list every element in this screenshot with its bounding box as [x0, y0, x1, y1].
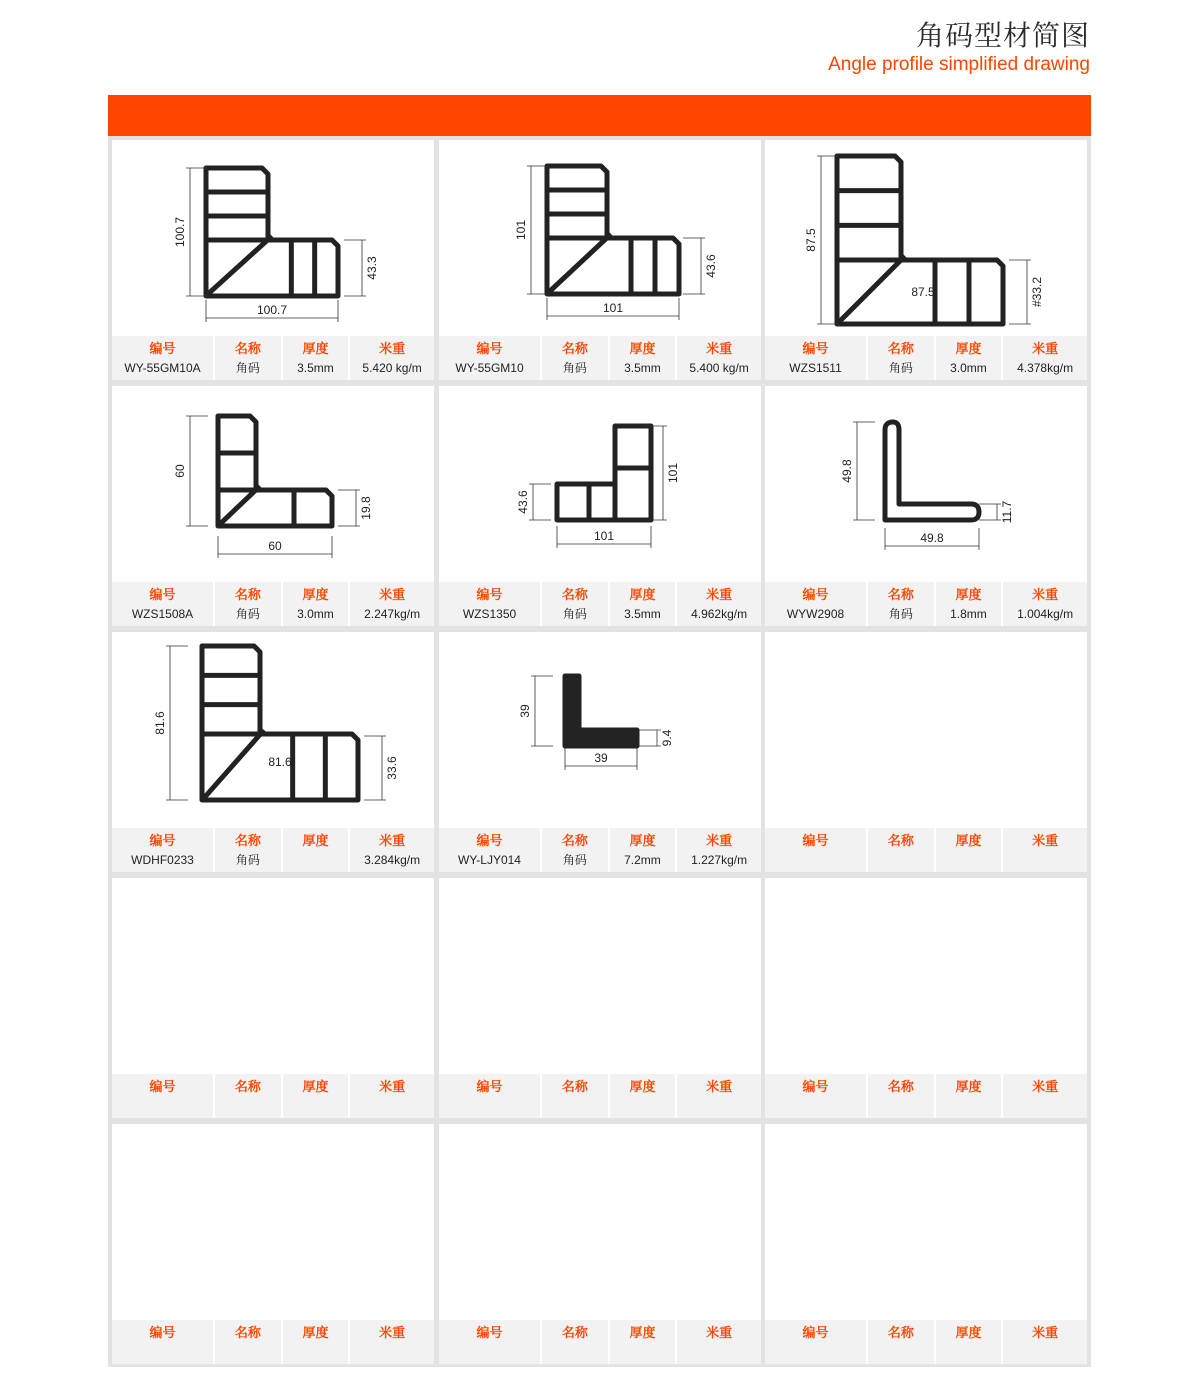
spec-col-weight — [350, 828, 434, 872]
dimension-label: 43.6 — [704, 254, 718, 278]
dimension-label: 101 — [593, 529, 615, 543]
spec-col-weight — [350, 582, 434, 626]
spec-col-name — [868, 1074, 936, 1118]
dimension-label: 81.6 — [153, 711, 167, 735]
spec-table — [439, 828, 761, 872]
spec-header-thickness: 厚度 — [629, 1080, 656, 1095]
spec-col-weight — [677, 1074, 761, 1118]
spec-col-name — [215, 828, 283, 872]
profile-drawing — [765, 140, 1087, 336]
spec-table — [765, 828, 1087, 872]
profile-cell — [112, 386, 434, 626]
profile-drawing — [112, 632, 434, 828]
spec-value-weight: 1.227kg/m — [691, 853, 748, 867]
spec-header-thickness: 厚度 — [302, 342, 329, 357]
profile-drawing — [765, 632, 1087, 828]
dimension-label: 19.8 — [359, 496, 373, 520]
spec-header-weight: 米重 — [706, 834, 733, 849]
spec-header-code: 编号 — [149, 1326, 176, 1341]
spec-value-thickness: 3.0mm — [297, 607, 334, 621]
profile-cell — [112, 140, 434, 380]
spec-value-thickness: 3.5mm — [624, 607, 661, 621]
spec-col-thickness — [610, 828, 678, 872]
spec-header-name: 名称 — [561, 1080, 588, 1095]
spec-col-code — [439, 582, 542, 626]
spec-header-code: 编号 — [802, 834, 829, 849]
spec-col-thickness — [283, 828, 351, 872]
spec-col-name — [215, 336, 283, 380]
spec-col-weight — [350, 1320, 434, 1364]
spec-col-weight — [350, 336, 434, 380]
spec-col-name — [542, 1320, 610, 1364]
spec-value-weight: 2.247kg/m — [364, 607, 421, 621]
dimension-label: 11.7 — [1000, 500, 1014, 524]
spec-col-weight — [1003, 582, 1087, 626]
spec-header-weight: 米重 — [706, 1326, 733, 1341]
spec-col-thickness — [610, 582, 678, 626]
spec-header-code: 编号 — [802, 588, 829, 603]
profile-cell — [439, 632, 761, 872]
spec-col-thickness — [283, 1074, 351, 1118]
spec-header-name: 名称 — [234, 342, 261, 357]
spec-header-thickness: 厚度 — [302, 834, 329, 849]
spec-col-thickness — [936, 1320, 1004, 1364]
dimension-label: 49.8 — [920, 531, 944, 545]
spec-col-thickness — [936, 1074, 1004, 1118]
spec-header-thickness: 厚度 — [302, 1326, 329, 1341]
dimension-label: 33.6 — [385, 756, 399, 780]
spec-header-thickness: 厚度 — [955, 1080, 982, 1095]
spec-value-weight: 5.420 kg/m — [362, 361, 422, 375]
dimension-label: 43.6 — [516, 490, 530, 514]
spec-header-weight: 米重 — [1032, 1080, 1059, 1095]
dimension-label: 39 — [594, 751, 608, 765]
spec-value-code: WY-55GM10 — [455, 361, 524, 375]
spec-table — [765, 1074, 1087, 1118]
profile-cell — [765, 878, 1087, 1118]
spec-col-code — [765, 1320, 868, 1364]
spec-table — [765, 582, 1087, 626]
spec-col-code — [112, 336, 215, 380]
profile-grid — [108, 136, 1091, 1367]
spec-col-thickness — [936, 336, 1004, 380]
spec-value-code: WZS1350 — [462, 607, 517, 621]
spec-col-code — [439, 1320, 542, 1364]
spec-header-weight: 米重 — [379, 342, 406, 357]
dimension-label: 100.7 — [256, 303, 288, 317]
spec-header-name: 名称 — [234, 588, 261, 603]
spec-header-thickness: 厚度 — [302, 588, 329, 603]
dimension-label: 87.5 — [804, 228, 818, 252]
spec-table — [439, 1074, 761, 1118]
dimension-label: 87.5 — [911, 285, 935, 299]
spec-header-weight: 米重 — [1032, 834, 1059, 849]
spec-col-weight — [350, 1074, 434, 1118]
spec-col-thickness — [283, 336, 351, 380]
dimension-label: 101 — [514, 219, 528, 241]
spec-table — [112, 1074, 434, 1118]
profile-cell — [439, 140, 761, 380]
profile-drawing — [765, 386, 1087, 582]
profile-drawing — [112, 386, 434, 582]
profile-drawing — [765, 878, 1087, 1074]
spec-header-code: 编号 — [149, 834, 176, 849]
spec-col-code — [112, 1320, 215, 1364]
spec-header-thickness: 厚度 — [955, 834, 982, 849]
dimension-label: 100.7 — [173, 216, 187, 248]
spec-col-name — [868, 336, 936, 380]
dimension-label: 60 — [173, 464, 187, 478]
spec-table — [439, 1320, 761, 1364]
spec-table — [439, 336, 761, 380]
spec-header-thickness: 厚度 — [955, 342, 982, 357]
header-bar — [108, 95, 1091, 136]
spec-col-code — [765, 336, 868, 380]
spec-header-weight: 米重 — [1032, 588, 1059, 603]
spec-col-code — [765, 828, 868, 872]
spec-header-code: 编号 — [476, 342, 503, 357]
spec-header-name: 名称 — [561, 588, 588, 603]
spec-value-code: WDHF0233 — [131, 853, 194, 867]
spec-col-thickness — [610, 336, 678, 380]
profile-drawing — [439, 632, 761, 828]
spec-header-name: 名称 — [561, 834, 588, 849]
spec-col-weight — [677, 1320, 761, 1364]
spec-col-name — [215, 1074, 283, 1118]
profile-drawing — [112, 140, 434, 336]
spec-col-weight — [677, 828, 761, 872]
profile-drawing — [112, 878, 434, 1074]
spec-col-weight — [1003, 1320, 1087, 1364]
spec-header-thickness: 厚度 — [629, 1326, 656, 1341]
spec-header-code: 编号 — [802, 1080, 829, 1095]
spec-header-thickness: 厚度 — [629, 342, 656, 357]
profile-cell — [112, 878, 434, 1118]
spec-value-code: WY-55GM10A — [124, 361, 201, 375]
spec-header-code: 编号 — [476, 1080, 503, 1095]
spec-col-name — [215, 1320, 283, 1364]
spec-header-code: 编号 — [476, 1326, 503, 1341]
spec-value-thickness: 3.5mm — [297, 361, 334, 375]
spec-value-thickness: 7.2mm — [624, 853, 661, 867]
spec-header-name: 名称 — [887, 342, 914, 357]
spec-col-name — [868, 582, 936, 626]
spec-value-name: 角码 — [888, 607, 913, 621]
spec-col-code — [765, 1074, 868, 1118]
spec-value-name: 角码 — [235, 853, 260, 867]
profile-outline — [557, 426, 651, 520]
spec-col-thickness — [610, 1074, 678, 1118]
spec-col-name — [542, 828, 610, 872]
spec-header-weight: 米重 — [379, 1080, 406, 1095]
spec-col-thickness — [936, 582, 1004, 626]
profile-drawing — [439, 386, 761, 582]
profile-cell — [439, 878, 761, 1118]
spec-header-code: 编号 — [802, 342, 829, 357]
spec-table — [112, 1320, 434, 1364]
spec-header-weight: 米重 — [379, 588, 406, 603]
dimension-label: 60 — [268, 539, 282, 553]
dimension-label: 43.3 — [365, 256, 379, 280]
dimension-label: 39 — [518, 704, 532, 718]
profile-solid — [565, 676, 637, 746]
spec-col-code — [765, 582, 868, 626]
spec-header-code: 编号 — [149, 342, 176, 357]
spec-col-code — [112, 1074, 215, 1118]
spec-value-weight: 5.400 kg/m — [689, 361, 749, 375]
spec-header-name: 名称 — [234, 1080, 261, 1095]
spec-header-thickness: 厚度 — [955, 588, 982, 603]
spec-col-name — [868, 1320, 936, 1364]
spec-value-thickness: 3.5mm — [624, 361, 661, 375]
spec-col-thickness — [610, 1320, 678, 1364]
spec-col-code — [439, 336, 542, 380]
dimension-label: 49.8 — [840, 459, 854, 483]
spec-value-weight: 4.378kg/m — [1017, 361, 1074, 375]
spec-value-weight: 1.004kg/m — [1017, 607, 1074, 621]
spec-header-code: 编号 — [802, 1326, 829, 1341]
spec-header-weight: 米重 — [379, 834, 406, 849]
spec-header-weight: 米重 — [379, 1326, 406, 1341]
dimension-label: 81.6 — [268, 755, 292, 769]
spec-value-code: WZS1508A — [131, 607, 194, 621]
spec-header-thickness: 厚度 — [629, 834, 656, 849]
spec-col-code — [112, 582, 215, 626]
spec-header-weight: 米重 — [706, 342, 733, 357]
profile-drawing — [439, 1124, 761, 1320]
spec-header-name: 名称 — [561, 342, 588, 357]
spec-col-thickness — [936, 828, 1004, 872]
spec-col-name — [215, 582, 283, 626]
profile-outline — [885, 422, 979, 520]
spec-header-code: 编号 — [476, 834, 503, 849]
spec-header-thickness: 厚度 — [955, 1326, 982, 1341]
profile-cell — [765, 386, 1087, 626]
spec-value-code: WY-LJY014 — [458, 853, 521, 867]
profile-drawing — [439, 878, 761, 1074]
spec-col-code — [439, 1074, 542, 1118]
spec-value-weight: 4.962kg/m — [691, 607, 748, 621]
spec-header-code: 编号 — [149, 1080, 176, 1095]
spec-value-thickness: 3.0mm — [950, 361, 987, 375]
spec-col-name — [542, 582, 610, 626]
spec-col-name — [542, 1074, 610, 1118]
spec-value-name: 角码 — [888, 361, 913, 375]
spec-header-thickness: 厚度 — [629, 588, 656, 603]
spec-col-weight — [1003, 336, 1087, 380]
spec-value-name: 角码 — [562, 361, 587, 375]
spec-header-weight: 米重 — [1032, 1326, 1059, 1341]
spec-col-weight — [1003, 828, 1087, 872]
page-title-zh: 角码型材简图 — [915, 19, 1090, 52]
spec-value-name: 角码 — [562, 607, 587, 621]
spec-col-code — [112, 828, 215, 872]
spec-value-name: 角码 — [235, 361, 260, 375]
spec-header-name: 名称 — [887, 588, 914, 603]
dimension-label: 101 — [666, 462, 680, 484]
spec-header-name: 名称 — [234, 834, 261, 849]
profile-cell — [112, 632, 434, 872]
spec-col-weight — [677, 582, 761, 626]
dimension-label: #33.2 — [1030, 276, 1044, 308]
dimension-label: 101 — [602, 301, 624, 315]
profile-cell — [765, 140, 1087, 380]
page-title-en: Angle profile simplified drawing — [828, 54, 1090, 75]
spec-header-thickness: 厚度 — [302, 1080, 329, 1095]
spec-col-thickness — [283, 582, 351, 626]
profile-cell — [439, 1124, 761, 1364]
spec-header-name: 名称 — [887, 834, 914, 849]
profile-cell — [765, 1124, 1087, 1364]
dimension-label: 9.4 — [660, 729, 674, 747]
spec-value-weight: 3.284kg/m — [364, 853, 421, 867]
spec-col-weight — [677, 336, 761, 380]
profile-drawing — [439, 140, 761, 336]
spec-header-name: 名称 — [234, 1326, 261, 1341]
spec-header-name: 名称 — [561, 1326, 588, 1341]
spec-header-name: 名称 — [887, 1326, 914, 1341]
spec-col-name — [542, 336, 610, 380]
spec-value-code: WZS1511 — [789, 361, 842, 375]
spec-header-weight: 米重 — [706, 1080, 733, 1095]
spec-value-thickness: 1.8mm — [950, 607, 987, 621]
spec-header-code: 编号 — [149, 588, 176, 603]
profile-cell — [112, 1124, 434, 1364]
spec-table — [112, 336, 434, 380]
spec-table — [112, 582, 434, 626]
spec-header-weight: 米重 — [1032, 342, 1059, 357]
spec-col-weight — [1003, 1074, 1087, 1118]
spec-value-name: 角码 — [562, 853, 587, 867]
spec-header-weight: 米重 — [706, 588, 733, 603]
spec-value-code: WYW2908 — [786, 607, 845, 621]
profile-drawing — [112, 1124, 434, 1320]
spec-table — [439, 582, 761, 626]
profile-cell — [439, 386, 761, 626]
spec-table — [765, 336, 1087, 380]
spec-table — [765, 1320, 1087, 1364]
spec-col-thickness — [283, 1320, 351, 1364]
profile-drawing — [765, 1124, 1087, 1320]
spec-value-name: 角码 — [235, 607, 260, 621]
spec-header-name: 名称 — [887, 1080, 914, 1095]
profile-cell — [765, 632, 1087, 872]
spec-table — [112, 828, 434, 872]
spec-header-code: 编号 — [476, 588, 503, 603]
spec-col-name — [868, 828, 936, 872]
spec-col-code — [439, 828, 542, 872]
